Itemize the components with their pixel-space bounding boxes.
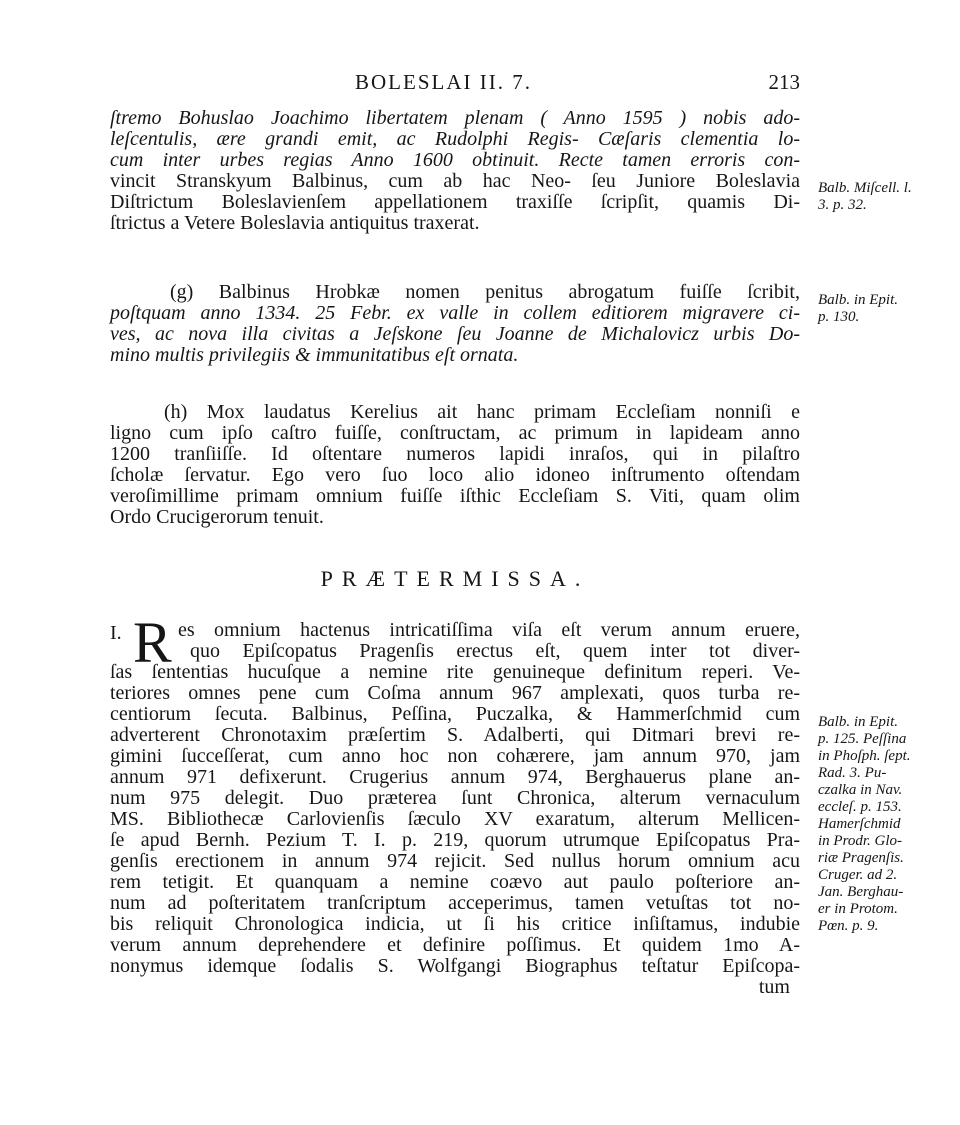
text-line: annum 971 defixerunt. Crugerius annum 974, Berghauerus plane an-	[110, 766, 800, 788]
text-line: ſas ſententias hucuſque a nemine rite genuineque definitum reperi. Ve-	[110, 661, 800, 683]
text-line: genſis erectionem in annum 974 rejicit. Sed nullus horum omnium acu	[110, 850, 800, 872]
margin-note-line: Jan. Berghau-	[818, 884, 904, 900]
margin-note-line: Pœn. p. 9.	[818, 918, 879, 934]
section-body	[110, 620, 800, 998]
margin-note-line: p. 130.	[818, 309, 860, 325]
text-line: nonymus idemque ſodalis S. Wolfgangi Biographus teſtatur Epiſcopa-	[110, 955, 800, 977]
paragraph-continuation	[110, 108, 800, 234]
page-number: 213	[768, 70, 800, 94]
text-line: MS. Bibliothecæ Carlovienſis ſæculo XV exaratum, alterum Mellicen-	[110, 808, 800, 830]
text-line: vincit Stranskyum Balbinus, cum ab hac Neo- ſeu Juniore Boleslavia	[110, 170, 800, 192]
text-line: ves, ac nova illa civitas a Jeſskone ſeu Joanne de Michalovicz urbis Do-	[110, 323, 800, 345]
page-header	[340, 70, 800, 100]
margin-note	[818, 292, 898, 326]
text-line: ſtremo Bohuslao Joachimo libertatem plenam ( Anno 1595 ) nobis ado-	[110, 107, 800, 129]
text-line: poſtquam anno 1334. 25 Febr. ex valle in collem editiorem migravere ci-	[110, 302, 800, 324]
section-number: I.	[110, 622, 122, 644]
section-heading: PRÆTERMISSA.	[320, 566, 590, 591]
text-line: ſtrictus a Vetere Boleslavia antiquitus traxerat.	[110, 212, 480, 234]
text-line: Diſtrictum Boleslavienſem appellationem traxiſſe ſcripſit, quamis Di-	[110, 191, 800, 213]
drop-cap-initial: R	[133, 610, 172, 675]
margin-note-line: Balb. in Epit.	[818, 292, 898, 308]
text-line: mino multis privilegiis & immunitatibus eſt ornata.	[110, 344, 519, 366]
margin-note-line: riæ Pragenſis.	[818, 850, 904, 866]
text-line: adverterent Chronotaxim præſertim S. Adalberti, qui Ditmari brevi re-	[110, 724, 800, 746]
text-line: (g) Balbinus Hrobkæ nomen penitus abrogatum fuiſſe ſcribit,	[170, 281, 800, 303]
text-line: ligno cum ipſo caſtro fuiſſe, conſtructam, ac primum in lapideam anno	[110, 422, 800, 444]
margin-note-line: in Phoſph. ſept.	[818, 748, 911, 764]
text-line: ſcholæ ſervatur. Ego vero ſuo loco alio idoneo inſtrumento oſtendam	[110, 464, 800, 486]
text-line: num ad poſteritatem tranſcriptum acceperimus, tamen vetuſtas tot no-	[110, 892, 800, 914]
margin-note-line: p. 125. Peſſina	[818, 731, 907, 747]
text-line: 1200 tranſiiſſe. Id oſtentare numeros lapidi inraſos, qui in pilaſtro	[110, 443, 800, 465]
text-line: quo Epiſcopatus Pragenſis erectus eſt, quem inter tot diver-	[190, 640, 800, 662]
margin-note-line: Hamerſchmid	[818, 816, 901, 832]
margin-note-line: er in Protom.	[818, 901, 898, 917]
text-line: es omnium hactenus intricatiſſima viſa eſt verum annum eruere,	[178, 619, 800, 641]
text-line: gimini ſucceſſerat, cum anno hoc non cohærere, jam annum 970, jam	[110, 745, 800, 767]
text-line: Ordo Crucigerorum tenuit.	[110, 506, 324, 528]
margin-note-line: 3. p. 32.	[818, 197, 867, 213]
text-line: (h) Mox laudatus Kerelius ait hanc primam Eccleſiam nonniſi e	[164, 401, 800, 423]
text-line: cum inter urbes regias Anno 1600 obtinuit. Recte tamen erroris con-	[110, 149, 800, 171]
margin-note	[818, 714, 911, 935]
footnote-h	[110, 402, 800, 528]
text-line: ſe apud Bernh. Pezium T. I. p. 219, quorum utrumque Epiſcopatus Pra-	[110, 829, 800, 851]
text-line: centiorum ſecuta. Balbinus, Peſſina, Puczalka, & Hammerſchmid cum	[110, 703, 800, 725]
footnote-g	[110, 282, 800, 366]
margin-note-line: eccleſ. p. 153.	[818, 799, 902, 815]
text-line: verum annum deprehendere et definire poſſimus. Et quidem 1mo A-	[110, 934, 800, 956]
text-line: leſcentulis, ære grandi emit, ac Rudolphi Regis- Cæſaris clementia lo-	[110, 128, 800, 150]
text-line: teriores omnes pene cum Coſma annum 967 amplexati, quos turba re-	[110, 682, 800, 704]
margin-note-line: Rad. 3. Pu-	[818, 765, 887, 781]
running-title: BOLESLAI II. 7.	[355, 70, 532, 94]
catchword: tum	[758, 976, 790, 998]
text-line: bis reliquit Chronologica indicia, ut ſi his critice inſiſtamus, indubie	[110, 913, 800, 935]
margin-note	[818, 180, 912, 214]
text-line: veroſimillime primam omnium fuiſſe iſthic Eccleſiam S. Viti, quam olim	[110, 485, 800, 507]
margin-note-line: czalka in Nav.	[818, 782, 903, 798]
text-line: rem tetigit. Et quanquam a nemine coævo aut paulo poſteriore an-	[110, 871, 800, 893]
margin-note-line: Cruger. ad 2.	[818, 867, 898, 883]
margin-note-line: in Prodr. Glo-	[818, 833, 903, 849]
text-line: num 975 delegit. Duo præterea ſunt Chronica, alterum vernaculum	[110, 787, 800, 809]
margin-note-line: Balb. Miſcell. l.	[818, 180, 912, 196]
margin-note-line: Balb. in Epit.	[818, 714, 898, 730]
